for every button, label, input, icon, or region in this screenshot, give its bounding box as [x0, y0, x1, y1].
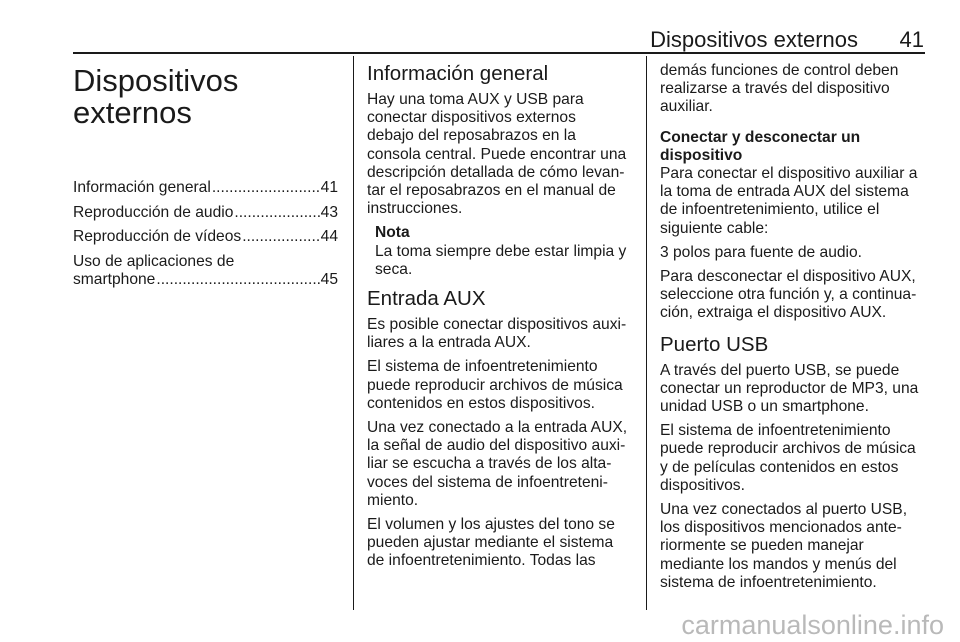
header-title: Dispositivos externos: [650, 27, 858, 52]
toc-page: 43: [320, 203, 338, 221]
toc-item[interactable]: [73, 179, 338, 198]
text-line: los dispositivos mencionados ante-: [660, 519, 902, 537]
text-line: tar el reposabrazos en el manual de: [367, 182, 616, 200]
column-divider-2: [646, 56, 647, 610]
text-line: contenidos en estos dispositivos.: [367, 394, 595, 412]
text-line: seca.: [375, 260, 413, 278]
text-line: de infoentretenimiento, utilice el: [660, 201, 880, 219]
toc-item[interactable]: [73, 253, 338, 290]
text-line: la toma de entrada AUX del sistema: [660, 183, 909, 201]
toc-page: 45: [320, 271, 338, 288]
text-line: mediante los mandos y menús del: [660, 555, 897, 573]
toc-label: Reproducción de vídeos: [73, 228, 242, 245]
paragraph: [660, 268, 926, 323]
page-number: 41: [899, 27, 924, 52]
watermark: carmanualsonline.info: [681, 610, 944, 640]
text-line: consola central. Puede encontrar una: [367, 145, 627, 163]
text-line: instrucciones.: [367, 200, 463, 218]
text-line: riormente se pueden manejar: [660, 537, 864, 555]
text-line: seleccione otra función y, a continua-: [660, 286, 917, 304]
text-line: Conectar y desconectar un: [660, 128, 861, 146]
toc-label: smartphone: [73, 271, 156, 288]
toc-page: 44: [320, 228, 338, 245]
section-heading-informacion-general: Información general: [367, 62, 549, 85]
text-line: dispositivos.: [660, 476, 745, 494]
text-line: liares a la entrada AUX.: [367, 334, 531, 352]
text-line: conectar un reproductor de MP3, una: [660, 379, 919, 397]
text-line: unidad USB o un smartphone.: [660, 398, 869, 416]
text-line: voces del sistema de infoentreteni-: [367, 473, 608, 491]
paragraph: [660, 362, 926, 417]
paragraph: [367, 91, 633, 218]
header-rule: [73, 52, 925, 54]
section-heading-puerto-usb: Puerto USB: [660, 332, 769, 356]
text-line: la señal de audio del dispositivo auxi-: [367, 437, 626, 455]
text-line: auxiliar.: [660, 98, 713, 116]
text-line: demás funciones de control deben: [660, 62, 899, 79]
text-line: descripción detallada de cómo levan-: [367, 163, 625, 181]
paragraph: [367, 316, 633, 352]
text-line: La toma siempre debe estar limpia y: [375, 242, 627, 260]
chapter-title-line: Dispositivos: [73, 63, 239, 98]
text-line: Hay una toma AUX y USB para: [367, 91, 584, 108]
paragraph: [367, 516, 633, 571]
text-line: Es posible conectar dispositivos auxi-: [367, 316, 627, 334]
text-line: dispositivo: [660, 146, 743, 164]
text-line: sistema de infoentretenimiento.: [660, 573, 877, 591]
column-2: [367, 62, 633, 577]
text-line: A través del puerto USB, se puede: [660, 361, 900, 379]
paragraph: [660, 501, 926, 592]
column-1: [73, 62, 338, 296]
paragraph: [660, 244, 926, 262]
text-line: de infoentretenimiento. Todas las: [367, 552, 596, 570]
toc-item[interactable]: [73, 228, 338, 247]
text-line: y de películas contenidos en estos: [660, 458, 899, 476]
text-line: siguiente cable:: [660, 219, 769, 237]
column-divider-1: [353, 56, 354, 610]
chapter-title: [73, 65, 338, 129]
toc-page: 41: [320, 179, 338, 196]
paragraph: [367, 358, 633, 413]
toc-leader: [242, 228, 319, 247]
toc-label: Uso de aplicaciones de: [73, 252, 235, 270]
text-line: miento.: [367, 491, 419, 509]
text-line: puede reproducir archivos de música: [660, 440, 916, 458]
text-line: 3 polos para fuente de audio.: [660, 243, 863, 261]
text-line: El sistema de infoentretenimiento: [660, 422, 891, 440]
text-line: El volumen y los ajustes del tono se: [367, 516, 615, 534]
subsection-heading-conectar: [660, 129, 926, 165]
paragraph: [660, 165, 926, 238]
text-line: puede reproducir archivos de música: [367, 376, 623, 394]
table-of-contents: [73, 179, 338, 290]
toc-item[interactable]: [73, 204, 338, 223]
text-line: ción, extraiga el dispositivo AUX.: [660, 304, 887, 322]
paragraph: [367, 419, 633, 510]
toc-leader: [234, 204, 319, 223]
text-line: pueden ajustar mediante el sistema: [367, 534, 614, 552]
paragraph: [660, 62, 926, 117]
column-3: [660, 62, 926, 598]
paragraph: [660, 422, 926, 495]
text-line: Para conectar el dispositivo auxiliar a: [660, 165, 918, 183]
text-line: Una vez conectados al puerto USB,: [660, 501, 908, 519]
toc-leader: [212, 179, 320, 198]
text-line: realizarse a través del dispositivo: [660, 80, 890, 98]
toc-label: Información general: [73, 179, 211, 196]
text-line: debajo del reposabrazos en la: [367, 127, 576, 145]
text-line: Una vez conectado a la entrada AUX,: [367, 419, 628, 437]
note-box: [367, 224, 633, 279]
chapter-title-line: externos: [73, 95, 192, 130]
text-line: liar se escucha a través de los alta-: [367, 455, 612, 473]
text-line: El sistema de infoentretenimiento: [367, 358, 598, 376]
note-label: Nota: [375, 224, 410, 242]
text-line: conectar dispositivos externos: [367, 109, 576, 127]
section-heading-entrada-aux: Entrada AUX: [367, 287, 486, 311]
toc-label: Reproducción de audio: [73, 203, 234, 221]
toc-leader: [156, 271, 319, 290]
text-line: Para desconectar el dispositivo AUX,: [660, 268, 916, 286]
